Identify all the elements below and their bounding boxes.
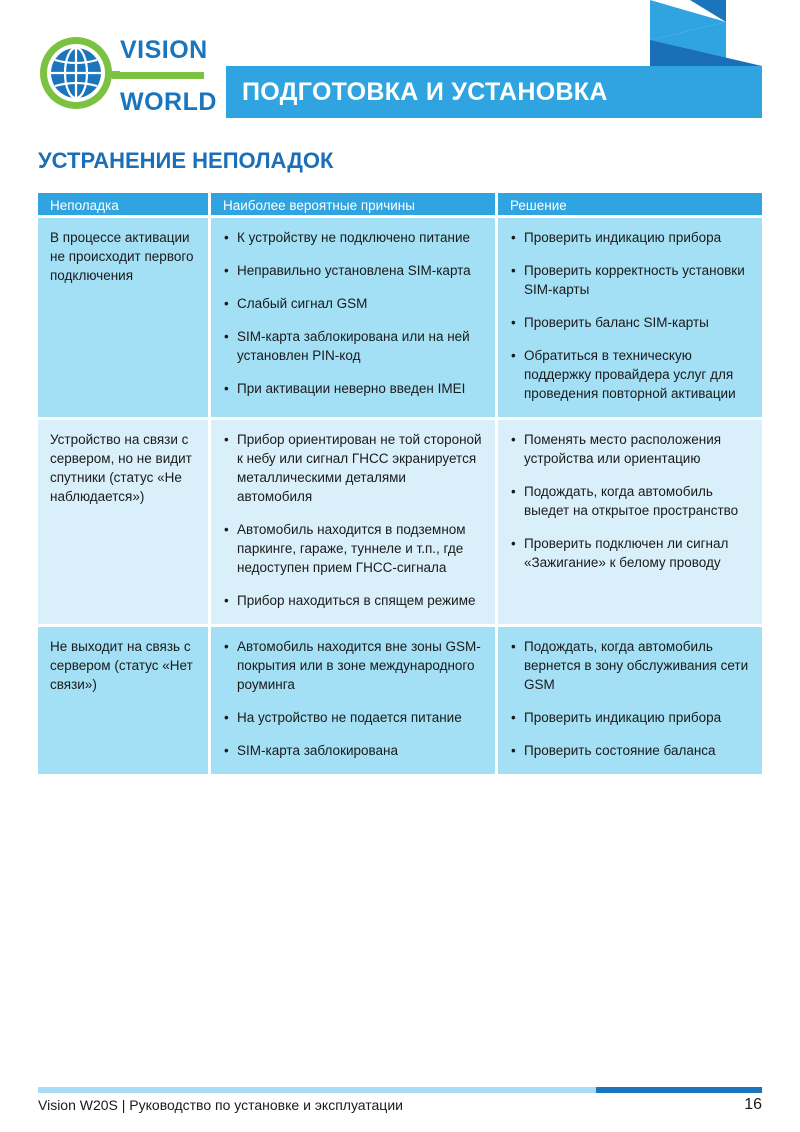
page-number: 16 xyxy=(744,1096,762,1113)
problem-cell: Не выходит на связь с сервером (статус «Нет связи») xyxy=(38,627,208,777)
solutions-cell xyxy=(498,218,762,420)
solutions-cell xyxy=(498,627,762,777)
header-problem: Неполадка xyxy=(38,193,208,218)
header-causes: Наиболее вероятные причины xyxy=(211,193,495,218)
list-item: • Слабый сигнал GSM xyxy=(223,294,483,313)
list-item: • На устройство не подается питание xyxy=(223,708,483,727)
list-item: • Проверить подключен ли сигнал «Зажигание» к белому проводу xyxy=(510,534,750,572)
logo-world-text: WORLD xyxy=(120,88,217,116)
list-item: • Проверить индикацию прибора xyxy=(510,228,750,247)
vision-world-logo xyxy=(36,28,217,118)
list-item: • Проверить состояние баланса xyxy=(510,741,750,760)
list-item: • Подождать, когда автомобиль выедет на открытое пространство xyxy=(510,482,750,520)
list-item: • Прибор находиться в спящем режиме xyxy=(223,591,483,610)
chapter-title: ПОДГОТОВКА И УСТАНОВКА xyxy=(242,78,608,106)
solutions-cell xyxy=(498,420,762,627)
globe-magnifier-icon xyxy=(36,28,120,118)
list-item: • При активации неверно введен IMEI xyxy=(223,379,483,398)
causes-list xyxy=(223,430,483,610)
list-item: • К устройству не подключено питание xyxy=(223,228,483,247)
list-item: • SIM-карта заблокирована xyxy=(223,741,483,760)
list-item: • Проверить индикацию прибора xyxy=(510,708,750,727)
solutions-list xyxy=(510,637,750,760)
list-item: • Проверить баланс SIM-карты xyxy=(510,313,750,332)
causes-cell xyxy=(211,627,495,777)
list-item: • SIM-карта заблокирована или на ней установлен PIN-код xyxy=(223,327,483,365)
solutions-list xyxy=(510,228,750,403)
list-item: • Автомобиль находится в подземном паркинге, гараже, туннеле и т.п., где недоступен прием ГНСС-сигнала xyxy=(223,520,483,577)
list-item: • Поменять место расположения устройства или ориентацию xyxy=(510,430,750,468)
header-solution: Решение xyxy=(498,193,762,218)
causes-list xyxy=(223,228,483,398)
table-header-row xyxy=(38,193,762,218)
list-item: • Неправильно установлена SIM-карта xyxy=(223,261,483,280)
causes-cell xyxy=(211,420,495,627)
solutions-list xyxy=(510,430,750,572)
list-item: • Подождать, когда автомобиль вернется в зону обслуживания сети GSM xyxy=(510,637,750,694)
causes-list xyxy=(223,637,483,760)
logo-handle xyxy=(112,72,204,79)
list-item: • Обратиться в техническую поддержку провайдера услуг для проведения повторной активации xyxy=(510,346,750,403)
list-item: • Автомобиль находится вне зоны GSM-покрытия или в зоне международного роуминга xyxy=(223,637,483,694)
list-item: • Прибор ориентирован не той стороной к небу или сигнал ГНСС экранируется металлическими деталями автомобиля xyxy=(223,430,483,506)
list-item: • Проверить корректность установки SIM-карты xyxy=(510,261,750,299)
logo-vision-text: VISION xyxy=(120,36,208,64)
table-row xyxy=(38,627,762,777)
table-row xyxy=(38,218,762,420)
troubleshooting-table xyxy=(35,193,765,777)
table-row xyxy=(38,420,762,627)
footer-rule-accent xyxy=(596,1087,762,1093)
section-title: УСТРАНЕНИЕ НЕПОЛАДОК xyxy=(38,148,334,173)
footer-document-title: Vision W20S | Руководство по установке и эксплуатации xyxy=(38,1097,403,1113)
causes-cell xyxy=(211,218,495,420)
problem-cell: В процессе активации не происходит первого подключения xyxy=(38,218,208,420)
chapter-banner xyxy=(226,66,762,118)
problem-cell: Устройство на связи с сервером, но не видит спутники (статус «Не наблюдается») xyxy=(38,420,208,627)
